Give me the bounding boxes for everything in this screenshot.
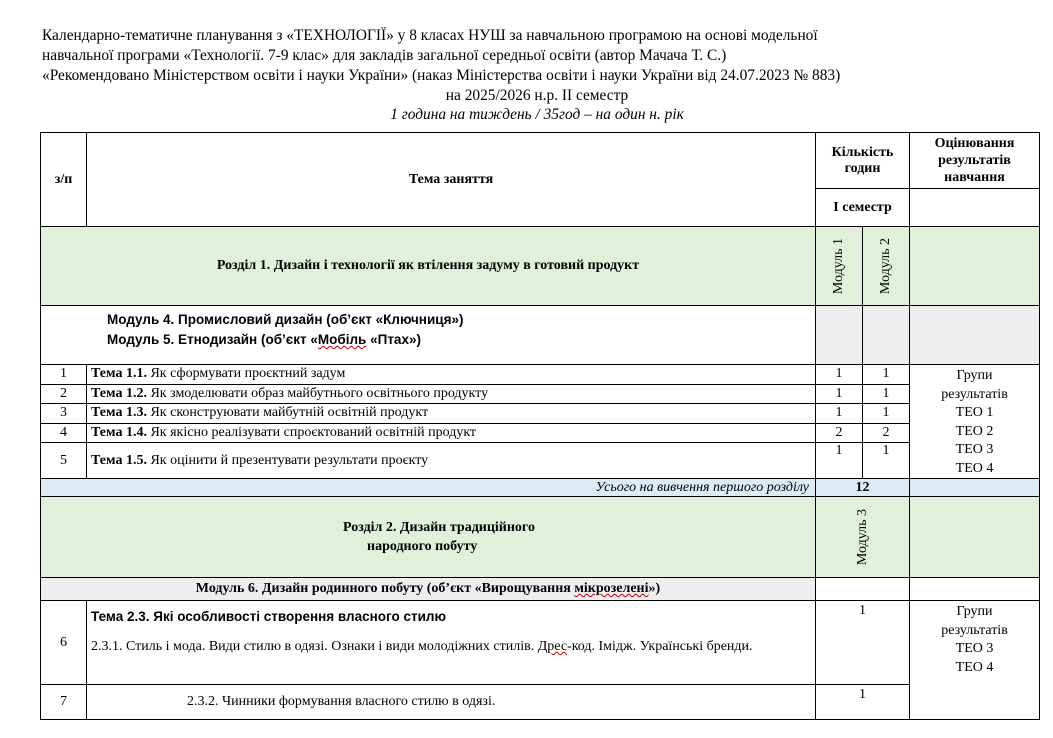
table-row: 1 Тема 1.1. Як сформувати проєктний задум 1 1 Групи результатів ТЕО 1 ТЕО 2 ТЕО 3 ТЕО 4 xyxy=(41,365,1040,385)
empty-cell xyxy=(910,189,1040,227)
topic-2-3-1: 2.3.1. Стиль і мода. Види стилю в одязі. Ознаки і види молодіжних стилів. Дрес-код. Імідж. Українські бренди. xyxy=(91,639,753,654)
section-2-row xyxy=(41,497,1040,578)
eval-groups-1: Групи результатів ТЕО 1 ТЕО 2 ТЕО 3 ТЕО 4 xyxy=(910,365,1040,479)
table-row: 5 Тема 1.5. Як оцінити й презентувати результати проєкту 1 1 xyxy=(41,443,1040,479)
header-line-4: на 2025/2026 н.р. ІІ семестр xyxy=(445,87,629,104)
module-4-label: Модуль 4. Промисловий дизайн (об’єкт «Ключниця») xyxy=(107,312,464,327)
table-row: 2 Тема 1.2. Як змоделювати образ майбутнього освітнього продукту 1 1 xyxy=(41,384,1040,404)
modules-4-5-row xyxy=(41,306,1040,365)
module-5-label: Модуль 5. Етнодизайн (об’єкт «Мобіль «Птах») xyxy=(107,332,421,347)
eval-groups-2: Групи результатів ТЕО 3 ТЕО 4 xyxy=(910,601,1040,720)
topic-2-3-title: Тема 2.3. Які особливості створення власного стилю xyxy=(91,609,446,624)
module-6-row xyxy=(41,578,1040,601)
document-header xyxy=(42,26,1032,124)
topic-2-3-2: 2.3.2. Чинники формування власного стилю в одязі. xyxy=(87,685,816,720)
table-row: 6 Тема 2.3. Які особливості створення власного стилю 2.3.1. Стиль і мода. Види стилю в одязі. Ознаки і види молодіжних стилів. Дрес-код. Імідж. Українські бренди. 1 Групи результатів ТЕО 3 ТЕО 4 xyxy=(41,601,1040,685)
total-1-value: 12 xyxy=(816,479,910,497)
module-2-label: Модуль 2 xyxy=(878,237,893,295)
header-line-2: навчальної програми «Технології. 7-9 клас» для закладів загальної середньої освіти (автор Мачача Т. С.) xyxy=(42,47,727,64)
header-line-3: «Рекомендовано Міністерством освіти і науки України» (наказ Міністерства освіти і науки України від 24.07.2023 № 883) xyxy=(42,67,841,84)
col-header-hours: Кількість годин xyxy=(816,133,910,189)
col-header-topic: Тема заняття xyxy=(87,133,816,227)
col-header-num: з/п xyxy=(41,133,87,227)
header-line-1: Календарно-тематичне планування з «ТЕХНОЛОГІЇ» у 8 класах НУШ за навчальною програмою на основі модельної xyxy=(42,27,818,44)
section-1-total-row xyxy=(41,479,1040,497)
header-line-5: 1 година на тиждень / 35год – на один н. рік xyxy=(390,106,684,123)
semester-header: І семестр xyxy=(816,189,910,227)
plan-table xyxy=(40,132,1040,720)
table-row: 3 Тема 1.3. Як сконструювати майбутній освітній продукт 1 1 xyxy=(41,404,1040,424)
col-header-eval: Оцінювання результатів навчання xyxy=(910,133,1040,189)
section-1-title: Розділ 1. Дизайн і технології як втілення задуму в готовий продукт xyxy=(41,227,816,306)
module-6-label: Модуль 6. Дизайн родинного побуту (об’єкт «Вирощування мікрозелені») xyxy=(41,578,816,601)
section-1-row xyxy=(41,227,1040,306)
total-1-label: Усього на вивчення першого розділу xyxy=(41,479,816,497)
module-1-label: Модуль 1 xyxy=(831,237,846,295)
module-3-label: Модуль 3 xyxy=(854,508,870,566)
section-2-title: Розділ 2. Дизайн традиційного народного побуту xyxy=(343,520,535,554)
table-row: 4 Тема 1.4. Як якісно реалізувати спроєктований освітній продукт 2 2 xyxy=(41,423,1040,443)
table-row: 7 2.3.2. Чинники формування власного стилю в одязі. 1 xyxy=(41,685,1040,720)
